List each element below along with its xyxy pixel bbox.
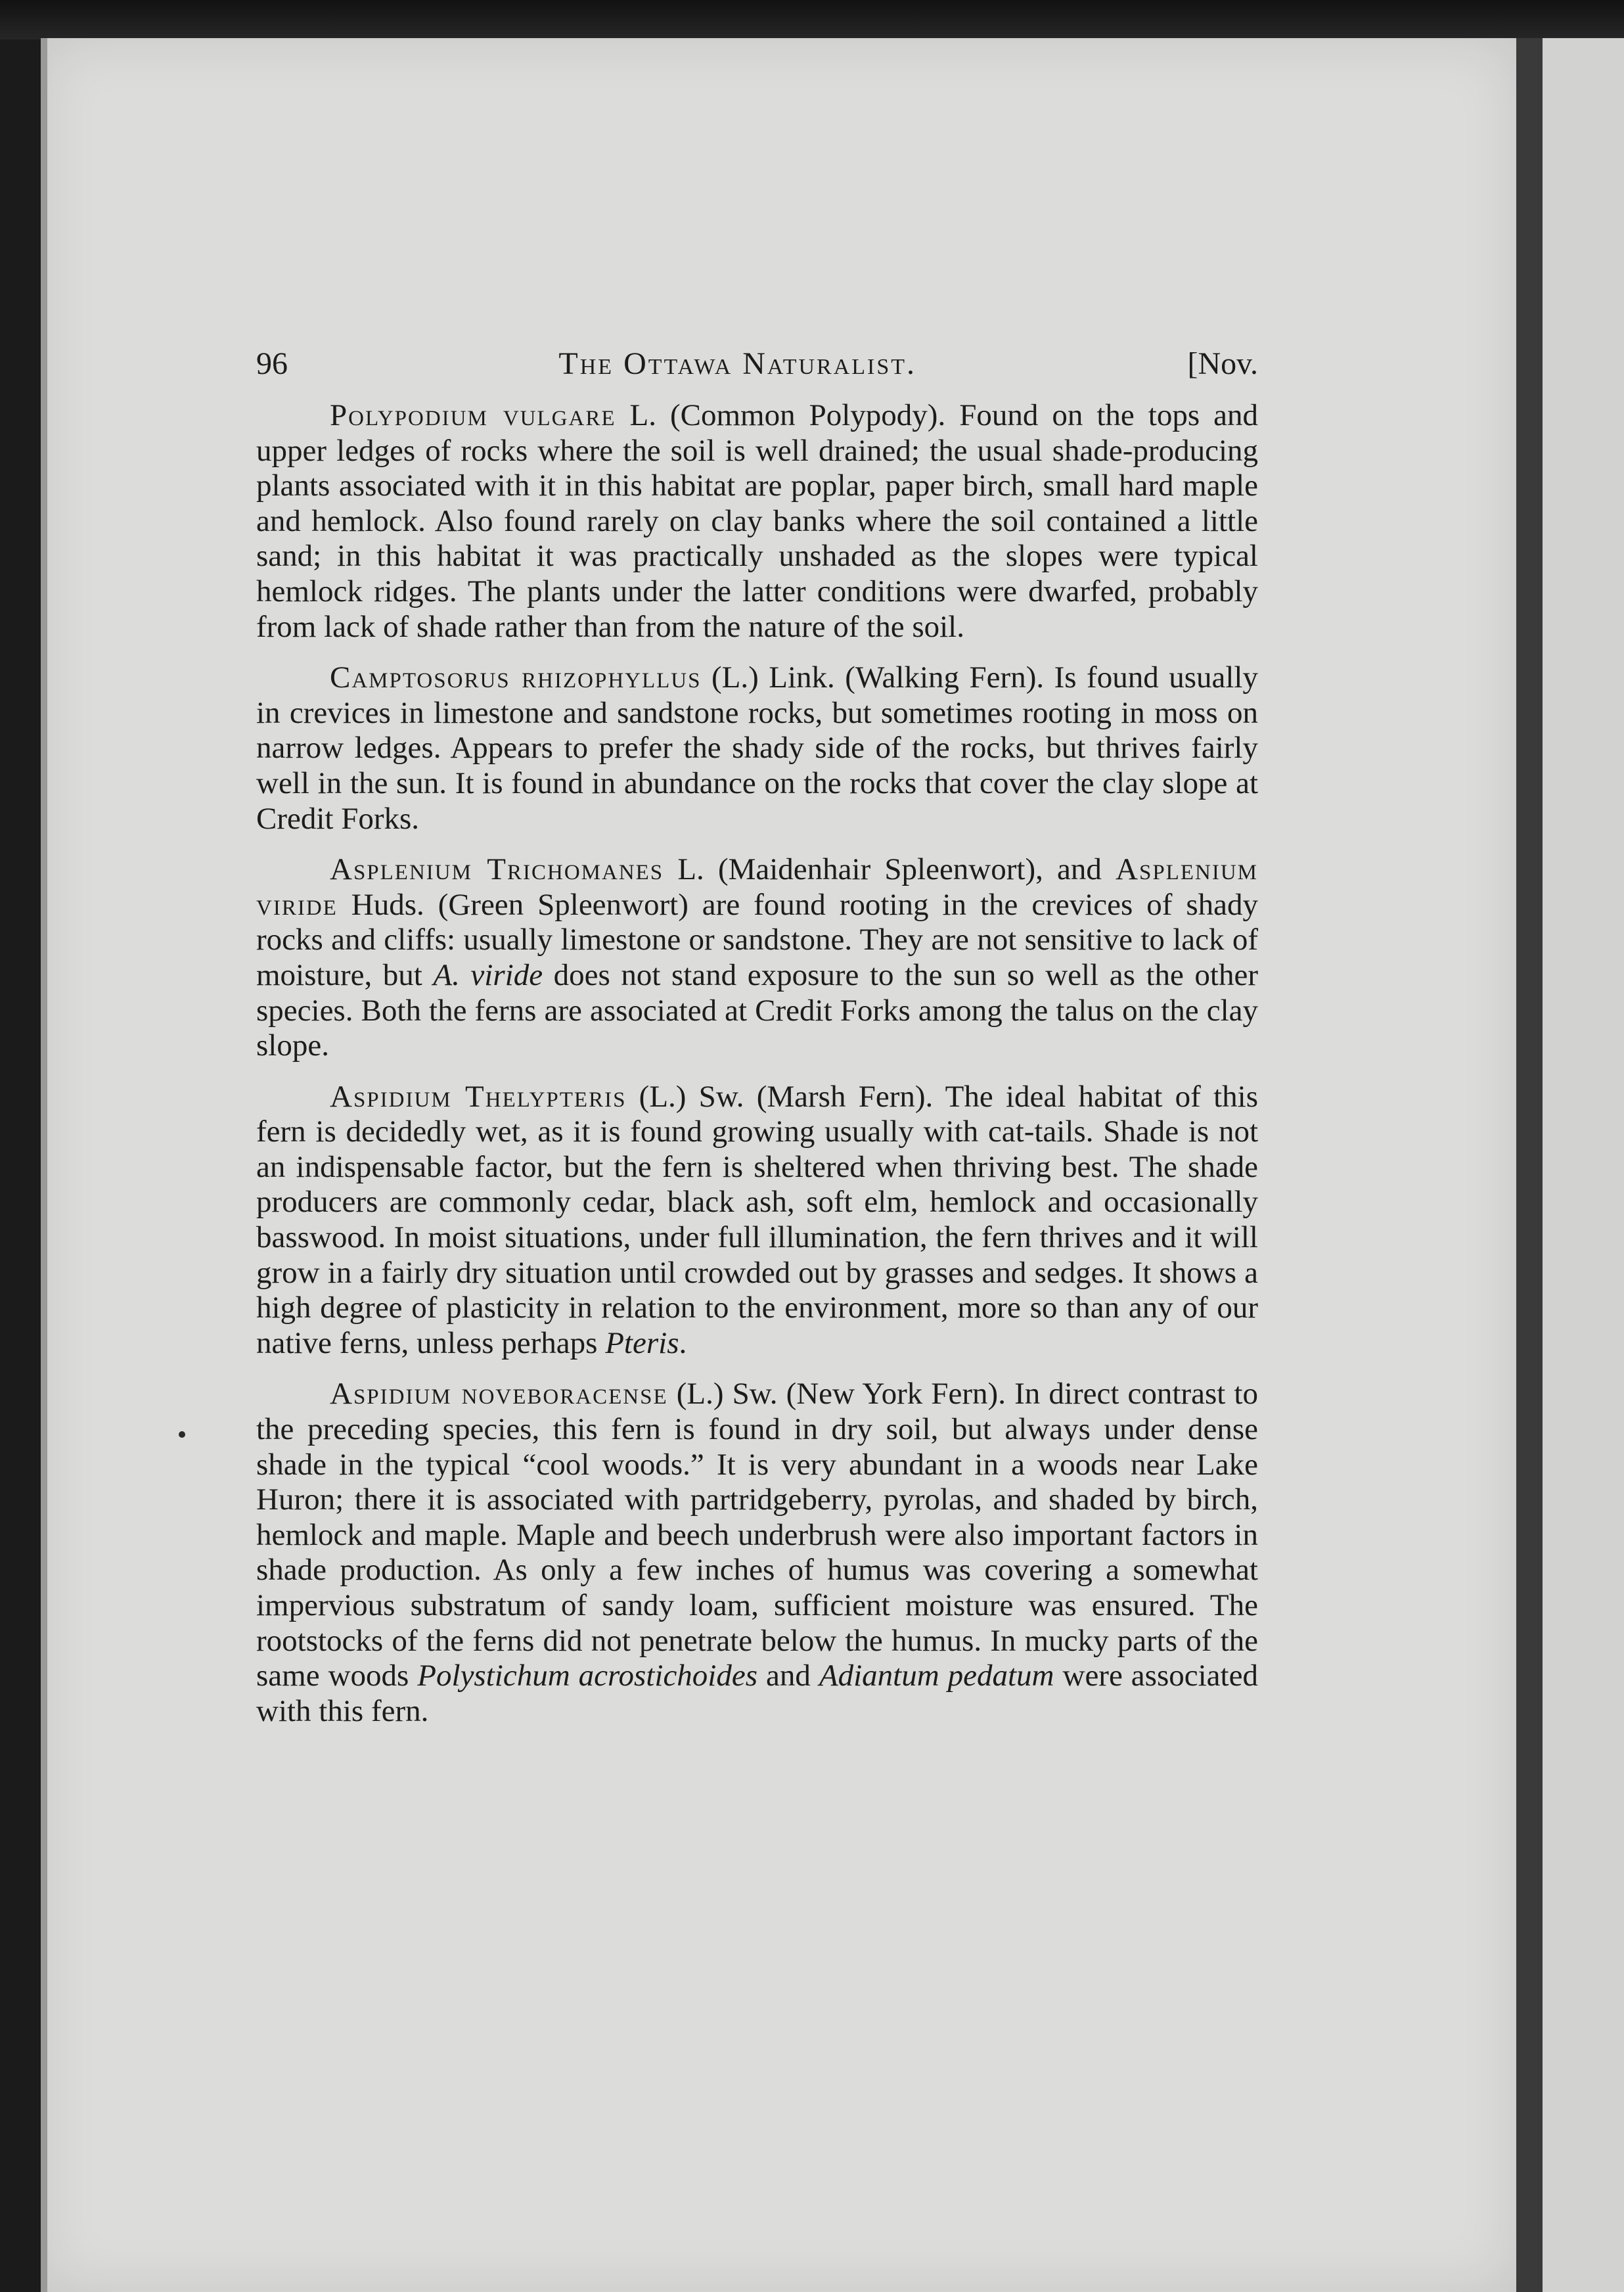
species-name: Asplenium viride — [256, 852, 1258, 922]
book-gutter — [1516, 38, 1543, 2292]
species-name: Aspidium Thelypteris — [330, 1079, 627, 1114]
journal-title: The Ottawa Naturalist. — [558, 346, 917, 381]
paragraph-text: (L.) Sw. (Marsh Fern). The ideal habitat of this fern is decidedly wet, as it is found growing usually with cat-tails. Shade is not an indispensable factor, but the fern is sheltered when thriving best. The shade producers are commonly cedar, black ash, soft elm, hemlock and occasionally basswood. In moist situations, under full illumination, the fern thrives and it will grow in a fairly dry situation until crowded out by grasses and sedges. It shows a high degree of plasticity in relation to the environment, more so than any of our native ferns, unless perhaps — [256, 1079, 1258, 1360]
paragraph-text: . — [679, 1325, 687, 1360]
paragraph-text: and — [757, 1659, 819, 1693]
paragraph-text: Huds. (Green Spleenwort) are found rooting in the crevices of shady rocks and cliffs: usually limestone or sandstone. They are not sensitive to lack of moisture, but — [256, 887, 1258, 992]
running-head — [256, 342, 1258, 386]
italic-species-name: Adiantum pedatum — [819, 1659, 1054, 1693]
paragraph-text: L. (Common Polypody). Found on the tops and upper ledges of rocks where the soil is well drained; the usual shade-producing plants associated with it in this habitat are poplar, paper birch, small hard maple and hemlock. Also found rarely on clay banks where the soil contained a little sand; in this habitat it was practically unshaded as the slopes were typical hemlock ridges. The plants under the latter conditions were dwarfed, probably from lack of shade rather than from the nature of the soil. — [256, 398, 1258, 644]
italic-species-name: A. viride — [433, 957, 543, 992]
page-number: 96 — [256, 346, 288, 381]
paragraph-text: does not stand exposure to the sun so well as the other species. Both the ferns are associated at Credit Forks among the talus on the clay slope. — [256, 957, 1258, 1063]
species-paragraph — [256, 1377, 1258, 1729]
facing-page-edge — [1543, 38, 1624, 2292]
paragraph-text: (L.) Link. (Walking Fern). Is found usually in crevices in limestone and sandstone rocks, but sometimes rooting in moss on narrow ledges. Appears to prefer the shady side of the rocks, but thrives fairly well in the sun. It is found in abundance on the rocks that cover the clay slope at Credit Forks. — [256, 660, 1258, 836]
margin-mark — [179, 1431, 185, 1438]
page-left-edge — [41, 38, 47, 2292]
species-name: Camptosorus rhizophyllus — [330, 660, 702, 695]
species-paragraph — [256, 1080, 1258, 1362]
species-name: Asplenium Trichomanes — [330, 852, 664, 887]
italic-species-name: Pteris — [605, 1325, 679, 1360]
paragraph-text: L. (Maidenhair Spleenwort), and — [664, 852, 1116, 887]
scan-background-top — [0, 0, 1624, 39]
species-name: Polypodium vulgare — [330, 398, 616, 432]
species-paragraphs — [256, 398, 1258, 1729]
page-content — [256, 342, 1258, 1745]
paragraph-text: (L.) Sw. (New York Fern). In direct contrast to the preceding species, this fern is found in dry soil, but always under dense shade in the typical “cool woods.” It is very abundant in a woods near Lake Huron; there it is associated with partridgeberry, pyrolas, and shaded by birch, hemlock and maple. Maple and beech underbrush were also important factors in shade production. As only a few inches of humus was covering a somewhat impervious substratum of sandy loam, sufficient moisture was ensured. The rootstocks of the ferns did not penetrate below the humus. In mucky parts of the same woods — [256, 1377, 1258, 1693]
italic-species-name: Polystichum acrostichoides — [417, 1659, 758, 1693]
species-paragraph — [256, 660, 1258, 837]
issue-month: [Nov. — [1187, 346, 1258, 381]
paragraph-text: were associated with this fern. — [256, 1659, 1258, 1728]
species-paragraph — [256, 398, 1258, 645]
species-name: Aspidium noveboracense — [330, 1377, 668, 1411]
species-paragraph — [256, 852, 1258, 1064]
